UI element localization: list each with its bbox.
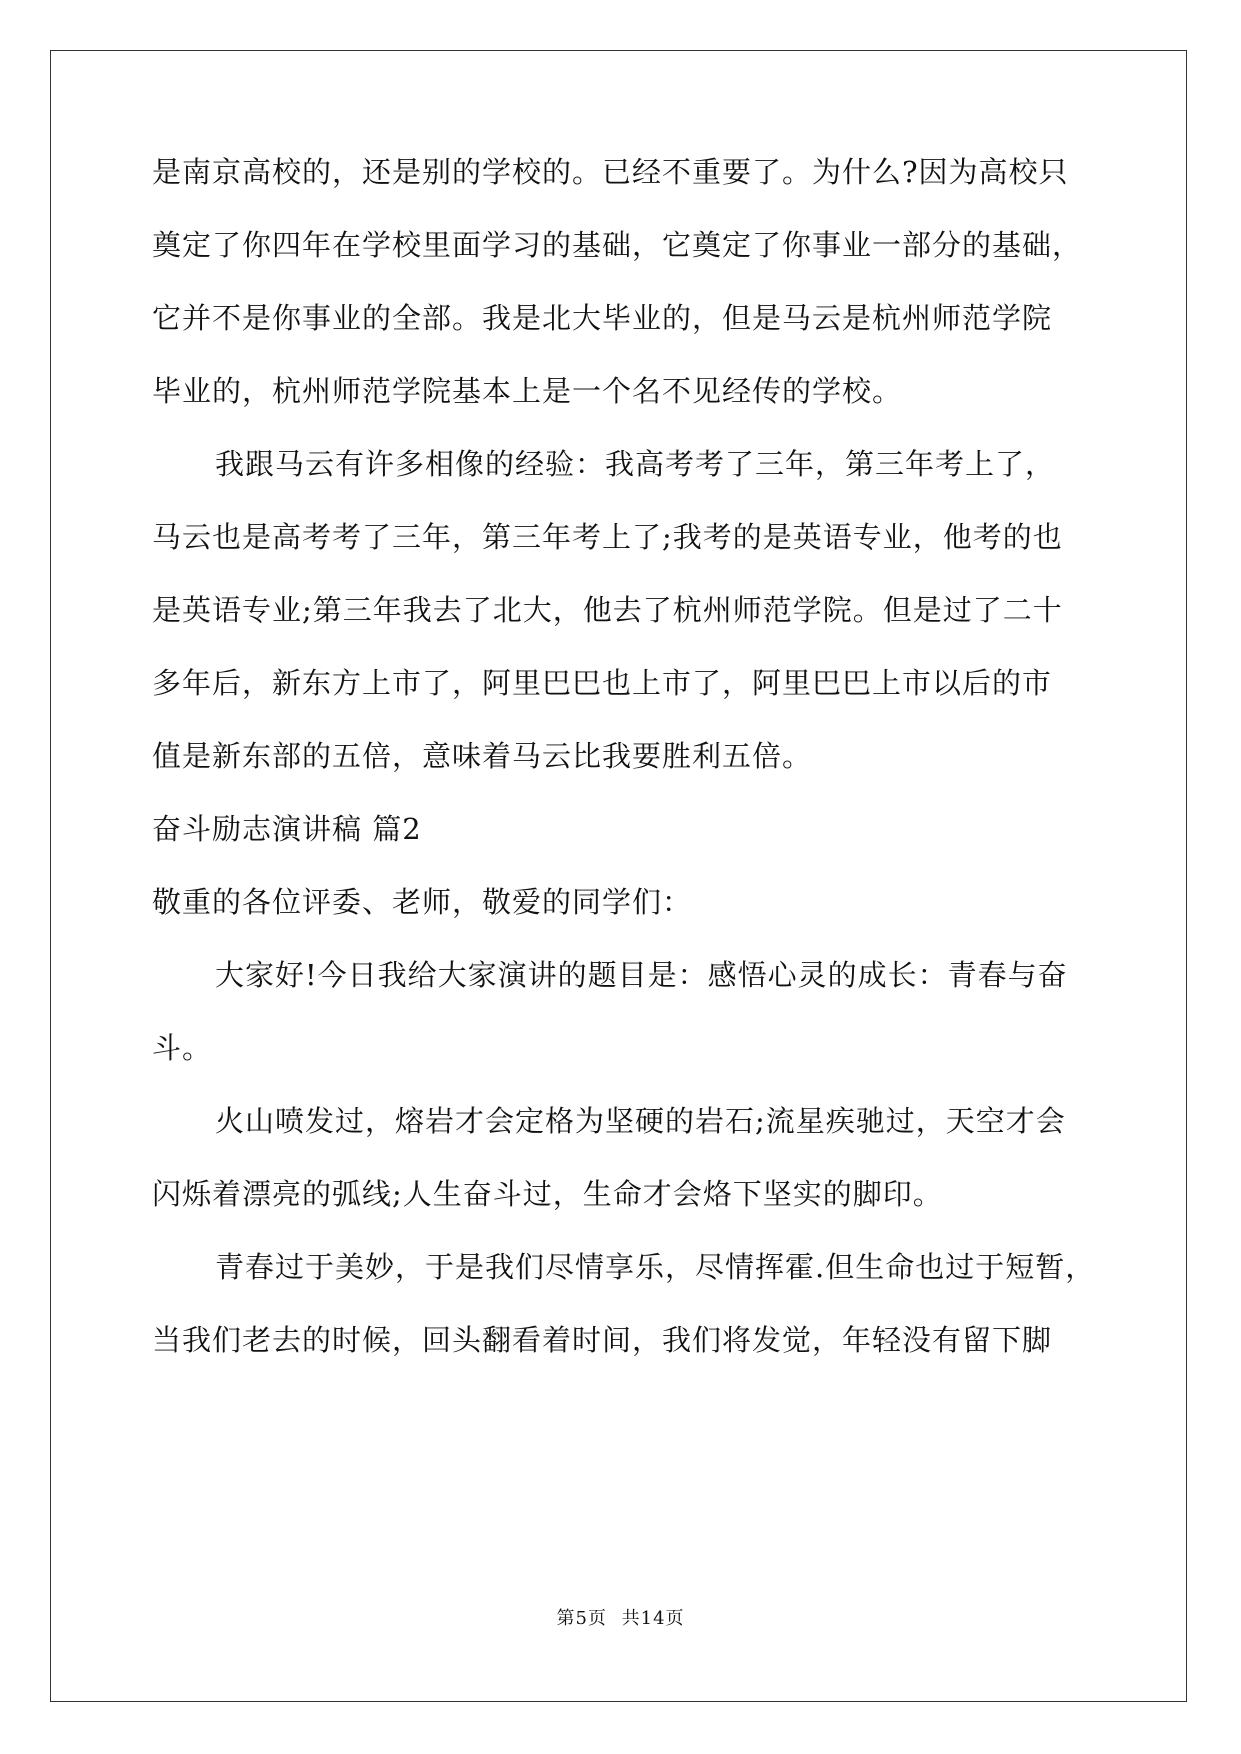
paragraph-line: 毕业的，杭州师范学院基本上是一个名不见经传的学校。 [152,374,903,408]
paragraph-line: 马云也是高考考了三年，第三年考上了;我考的是英语专业，他考的也 [152,520,1063,554]
page-number: 第5页 [556,1608,607,1629]
page-footer [0,1604,1241,1630]
paragraph-line: 闪烁着漂亮的弧线;人生奋斗过，生命才会烙下坚实的脚印。 [152,1177,943,1211]
paragraph-line: 是南京高校的，还是别的学校的。已经不重要了。为什么?因为高校只 [152,155,1069,189]
paragraph-line: 斗。 [152,1031,213,1065]
paragraph-line: 它并不是你事业的全部。我是北大毕业的，但是马云是杭州师范学院 [152,301,1053,335]
paragraph-line: 火山喷发过，熔岩才会定格为坚硬的岩石;流星疾驰过，天空才会 [215,1104,1066,1138]
paragraph-line: 我跟马云有许多相像的经验：我高考考了三年，第三年考上了， [215,447,1056,481]
paragraph-line: 青春过于美妙，于是我们尽情享乐，尽情挥霍.但生命也过于短暂， [215,1250,1096,1284]
section-heading: 奋斗励志演讲稿 篇2 [152,812,422,846]
paragraph-line: 大家好!今日我给大家演讲的题目是：感悟心灵的成长：青春与奋 [215,958,1068,992]
paragraph-line: 值是新东部的五倍，意味着马云比我要胜利五倍。 [152,739,813,773]
paragraph-line: 奠定了你四年在学校里面学习的基础，它奠定了你事业一部分的基础， [152,228,1083,262]
page-total: 共14页 [621,1608,685,1629]
paragraph-line: 是英语专业;第三年我去了北大，他去了杭州师范学院。但是过了二十 [152,593,1063,627]
paragraph-line: 当我们老去的时候，回头翻看着时间，我们将发觉，年轻没有留下脚 [152,1323,1053,1357]
paragraph-line: 多年后，新东方上市了，阿里巴巴也上市了，阿里巴巴上市以后的市 [152,666,1053,700]
salutation: 敬重的各位评委、老师，敬爱的同学们： [152,885,693,919]
